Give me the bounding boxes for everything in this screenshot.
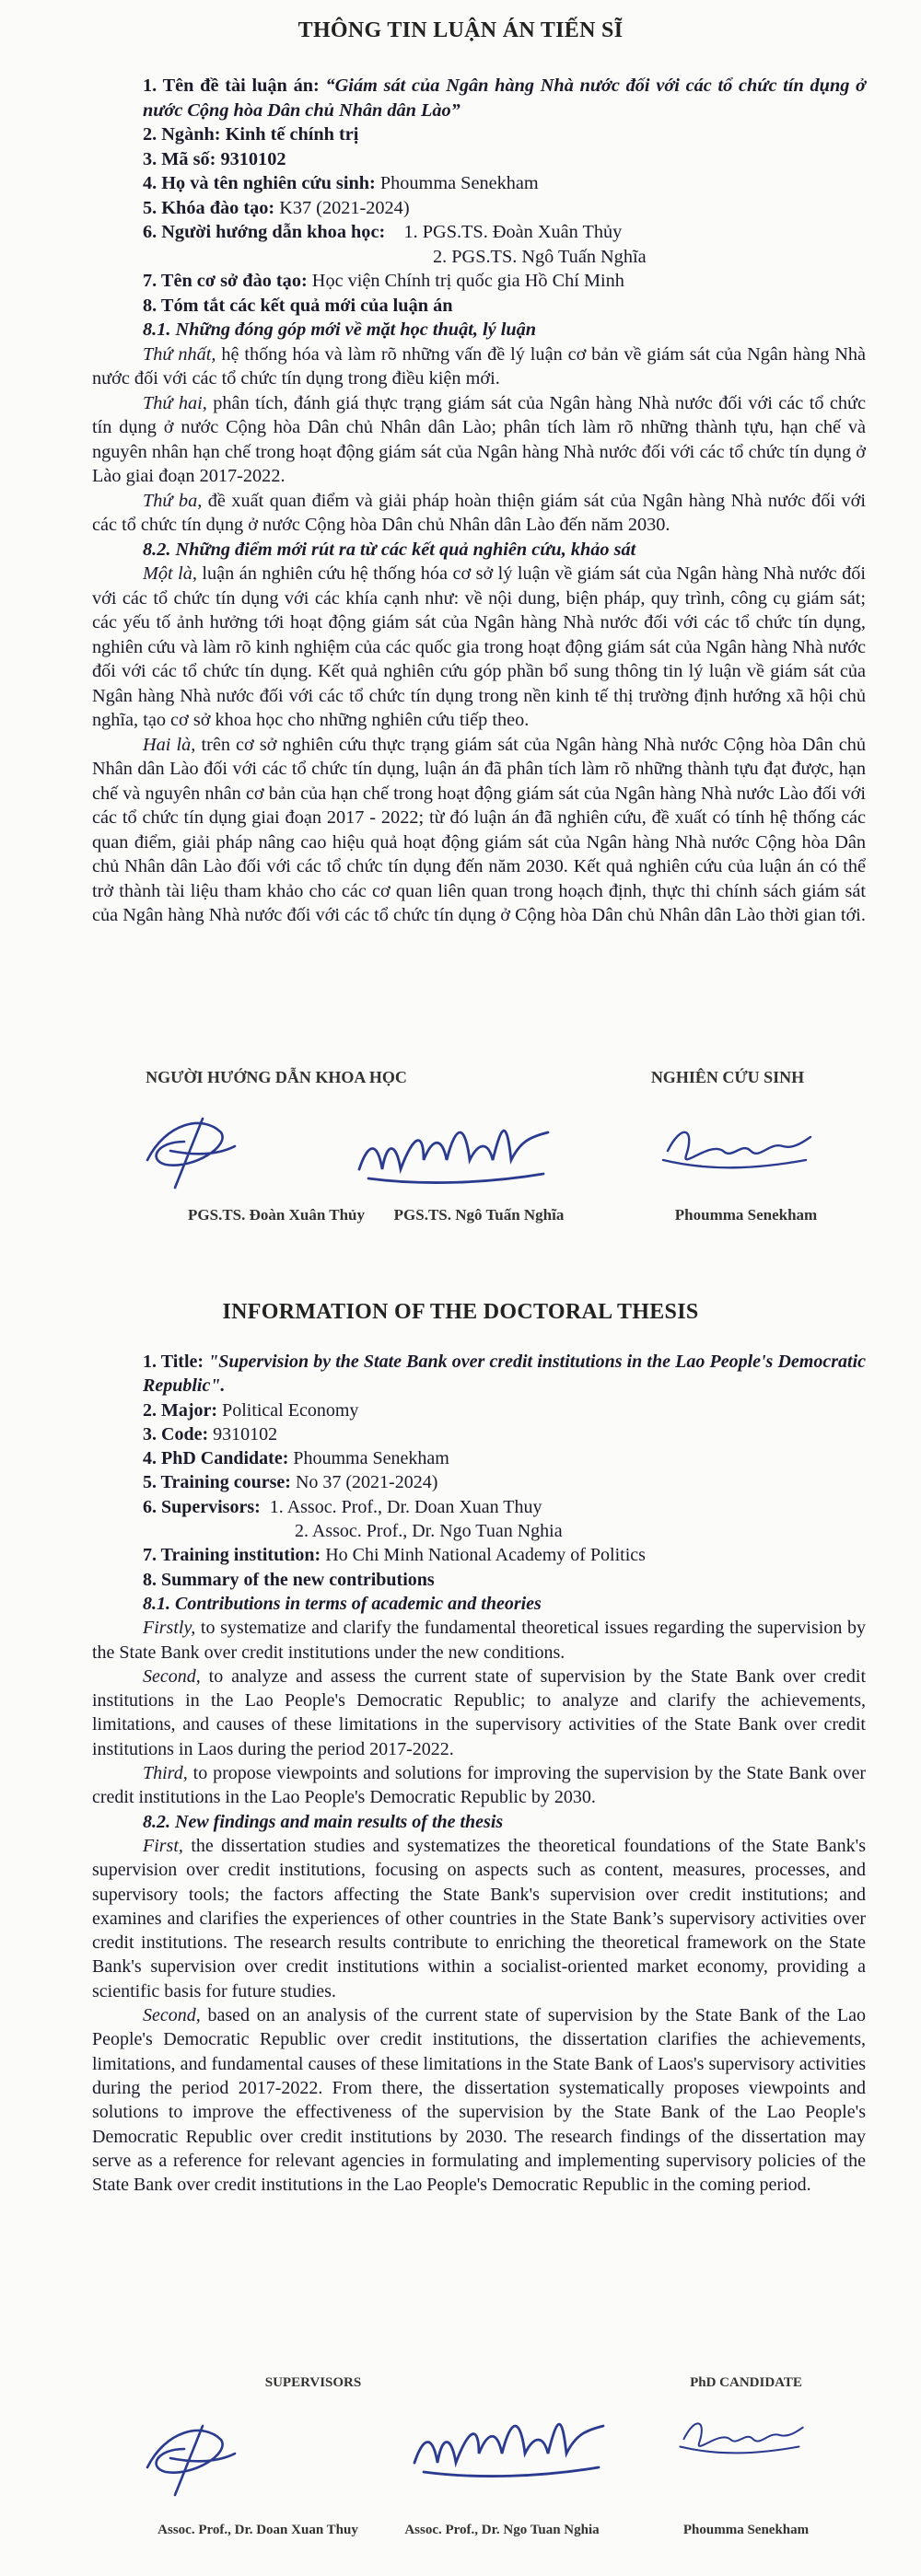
en-p4-lead: First,	[143, 1835, 183, 1856]
vn-p3-lead: Thứ ba,	[143, 490, 203, 511]
en-sig-name-1: Assoc. Prof., Dr. Doan Xuan Thuy	[157, 2523, 358, 2537]
vn-f7-label: 7. Tên cơ sở đào tạo:	[143, 271, 308, 291]
en-para-2	[92, 1665, 866, 1761]
en-f1-value: "Supervision by the State Bank over credit institutions in the Lao People's Democratic Republic".	[143, 1352, 866, 1397]
vn-field-8	[92, 294, 866, 319]
en-p1-text: to systematize and clarify the fundamental theoretical issues regarding the supervision by the State Bank over credit institutions under the new conditions.	[92, 1618, 866, 1663]
en-field-7	[92, 1543, 866, 1567]
en-signature-phoumma	[672, 2398, 810, 2472]
en-para-1	[92, 1616, 866, 1665]
en-p1-lead: Firstly,	[143, 1618, 196, 1639]
en-signature-nghia	[405, 2398, 617, 2490]
en-sig-name-3: Phoumma Senekham	[682, 2523, 810, 2537]
vn-p5-text: trên cơ sở nghiên cứu thực trạng giám sát của Ngân hàng Nhà nước Cộng hòa Dân chủ Nhân dân Lào đối với các tổ chức tín dụng, luận án đã phân tích làm rõ những thành tựu đạt được, hạn chế và nguyên nhân cơ bản của hạn chế trong hoạt động giám sát của Ngân hàng Nhà nước Lào đối với các tổ chức tín dụng giai đoạn 2017 - 2022; từ đó luận án đã nghiên cứu, đề xuất có tính hệ thống các quan điểm, giải pháp nâng cao hiệu quả hoạt động giám sát của Ngân hàng Nhà nước Cộng hòa Dân chủ Nhân dân Lào đối với các tổ chức tín dụng đến năm 2030. Kết quả nghiên cứu của luận án có thể trở thành tài liệu tham khảo cho các cơ quan liên quan trong hoạch định, thực thi chính sách giám sát của Ngân hàng Nhà nước đối với các tổ chức tín dụng ở Cộng hòa Dân chủ Nhân dân Lào thời gian tới.	[92, 734, 866, 925]
en-f6-label: 6. Supervisors:	[143, 1496, 261, 1517]
vn-para-2	[92, 391, 866, 489]
en-p2-text: to analyze and assess the current state of supervision by the State Bank over credit institutions in the Lao People's Democratic Republic; to analyze and clarify the achievements, limitations, and causes of these limitations in the supervisory activities of the State Bank over credit institutions in Laos during the period 2017-2022.	[92, 1665, 866, 1759]
en-field-2	[92, 1398, 866, 1422]
vn-f1-label: 1. Tên đề tài luận án:	[143, 75, 320, 96]
vn-f3: 3. Mã số: 9310102	[143, 148, 286, 169]
vn-field-4	[92, 171, 866, 196]
vn-f6-value2: 2. PGS.TS. Ngô Tuấn Nghĩa	[433, 246, 647, 267]
vn-field-1	[92, 74, 866, 122]
vn-field-6b	[92, 245, 866, 270]
en-field-5	[92, 1470, 866, 1494]
en-signature-thuy	[129, 2412, 249, 2504]
en-subheading-82: 8.2. New findings and main results of the thesis	[143, 1811, 504, 1832]
vn-signature-phoumma	[654, 1105, 820, 1188]
en-f5-label: 5. Training course:	[143, 1472, 291, 1493]
en-f6-value1: 1. Assoc. Prof., Dr. Doan Xuan Thuy	[269, 1496, 542, 1517]
vn-p4-text: luận án nghiên cứu hệ thống hóa cơ sở lý luận về giám sát của Ngân hàng Nhà nước đối với các tổ chức tín dụng với các khía cạnh như: về nội dung, biện pháp, quy trình, công cụ giám sát; các yếu tố ảnh hưởng tới hoạt động giám sát của Ngân hàng Nhà nước đối với các tổ chức tín dụng, nghiên cứu và làm rõ kinh nghiệm của các quốc gia trong hoạt động giám sát của Ngân hàng Nhà nước đối với các tổ chức tín dụng. Kết quả nghiên cứu góp phần bổ sung thông tin lý luận về giám sát của Ngân hàng Nhà nước đối với các tổ chức tín dụng trong nền kinh tế thị trường định hướng xã hội chủ nghĩa, tạo cơ sở khoa học cho những nghiên cứu tiếp theo.	[92, 563, 866, 730]
en-f8: 8. Summary of the new contributions	[143, 1569, 435, 1590]
vn-f5-value: K37 (2021-2024)	[279, 197, 410, 218]
en-f3-value: 9310102	[213, 1423, 278, 1445]
vn-p2-text: phân tích, đánh giá thực trạng giám sát của Ngân hàng Nhà nước đối với các tổ chức tín dụng ở nước Cộng hòa Dân chủ Nhân dân Lào; phân tích làm rõ những thành tựu, hạn chế và nguyên nhân hạn chế trong hoạt động giám sát của Ngân hàng Nhà nước đối với các tổ chức tín dụng ở Lào giai đoạn 2017-2022.	[92, 392, 866, 486]
vn-sig-name-1: PGS.TS. Đoàn Xuân Thủy	[188, 1206, 365, 1224]
vn-signature-nghia	[350, 1105, 562, 1197]
en-field-8	[92, 1568, 866, 1592]
vn-field-6	[92, 220, 866, 245]
en-p5-text: based on an analysis of the current state of supervision by the State Bank of the Lao People's Democratic Republic over credit institutions, the dissertation clarifies the achievements, limitations, and fundamental causes of these limitations in the State Bank of Laos's supervisory activities during the period 2017-2022. From there, the dissertation systematically proposes viewpoints and solutions to improve the effectiveness of the supervision by the State Bank of the Lao People's Democratic Republic over credit institutions by 2030. The research findings of the dissertation may serve as a reference for relevant agencies in formulating and implementing supervisory policies of the State Bank over credit institutions in the Lao People's Democratic Republic in the coming period.	[92, 2005, 866, 2196]
vn-p4-lead: Một là,	[143, 563, 197, 584]
vn-p3-text: đề xuất quan điểm và giải pháp hoàn thiện giám sát của Ngân hàng Nhà nước đối với các tổ chức tín dụng ở nước Cộng hòa Dân chủ Nhân dân Lào đến năm 2030.	[92, 490, 867, 535]
vn-subheading-82: 8.2. Những điểm mới rút ra từ các kết quả nghiên cứu, khảo sát	[143, 539, 636, 560]
en-field-4	[92, 1446, 866, 1470]
en-f4-label: 4. PhD Candidate:	[143, 1448, 289, 1469]
en-p3-text: to propose viewpoints and solutions for improving the supervision by the State Bank over credit institutions in the Lao People's Democratic Republic by 2030.	[92, 1763, 866, 1808]
en-f2-value: Political Economy	[222, 1399, 359, 1421]
en-sig-left-head: SUPERVISORS	[264, 2375, 362, 2390]
en-field-3	[92, 1422, 866, 1446]
vn-para-1	[92, 342, 866, 391]
vn-f5-label: 5. Khóa đào tạo:	[143, 197, 275, 218]
vn-p1-text: hệ thống hóa và làm rõ những vấn đề lý luận cơ bản về giám sát của Ngân hàng Nhà nước đối với các tổ chức tín dụng trong điều kiện mới.	[92, 343, 867, 389]
en-subheading-81: 8.1. Contributions in terms of academic and theories	[143, 1593, 542, 1614]
en-f3-label: 3. Code:	[143, 1423, 209, 1445]
en-para-5	[92, 2003, 866, 2197]
en-field-6	[92, 1495, 866, 1519]
vn-title-row	[0, 18, 921, 43]
en-f7-label: 7. Training institution:	[143, 1545, 321, 1566]
en-para-3	[92, 1761, 866, 1810]
vn-title: THÔNG TIN LUẬN ÁN TIẾN SĨ	[297, 18, 624, 42]
vn-signature-block	[0, 1068, 921, 1243]
vn-f1-value: “Giám sát của Ngân hàng Nhà nước đối với các tổ chức tín dụng ở nước Cộng hòa Dân chủ Nhân dân Lào”	[143, 75, 867, 121]
en-title: INFORMATION OF THE DOCTORAL THESIS	[222, 1300, 699, 1324]
vn-field-7	[92, 269, 866, 294]
vn-para-5	[92, 733, 866, 928]
vn-f7-value: Học viện Chính trị quốc gia Hồ Chí Minh	[311, 271, 624, 291]
en-p4-text: the dissertation studies and systematizes the theoretical foundations of the State Bank's supervision over credit institutions, focusing on aspects such as content, measures, processes, and supervisory tools; the factors affecting the State Bank's supervision over credit institutions; and examines and clarifies the experiences of other countries in the State Bank’s supervisory activities over credit institutions. The research results contribute to enriching the theoretical framework on the State Bank's supervision over credit institutions within a socialist-oriented market economy, providing a scientific basis for future studies.	[92, 1835, 866, 2002]
en-field-6b	[92, 1519, 866, 1543]
vn-para-4	[92, 562, 866, 733]
vn-para-3	[92, 489, 866, 538]
en-f7-value: Ho Chi Minh National Academy of Politics	[325, 1545, 646, 1566]
en-f1-label: 1. Title:	[143, 1352, 204, 1372]
en-f6-value2: 2. Assoc. Prof., Dr. Ngo Tuan Nghia	[295, 1521, 563, 1542]
en-p5-lead: Second,	[143, 2005, 201, 2026]
vn-f4-label: 4. Họ và tên nghiên cứu sinh:	[143, 173, 376, 193]
vn-body	[92, 74, 866, 928]
en-p3-lead: Third,	[143, 1763, 188, 1784]
vn-subheading-81: 8.1. Những đóng góp mới về mặt học thuật, lý luận	[143, 319, 537, 340]
en-f2-label: 2. Major:	[143, 1399, 218, 1421]
vn-signature-thuy	[129, 1105, 249, 1197]
en-p2-lead: Second,	[143, 1665, 201, 1687]
en-sig-name-2: Assoc. Prof., Dr. Ngo Tuan Nghia	[404, 2523, 600, 2537]
vn-f6-label: 6. Người hướng dẫn khoa học:	[143, 222, 386, 242]
vn-p5-lead: Hai là,	[143, 734, 196, 755]
en-title-row	[0, 1300, 921, 1325]
vn-f8: 8. Tóm tắt các kết quả mới của luận án	[143, 295, 453, 316]
en-signature-block	[0, 2375, 921, 2559]
en-body	[92, 1350, 866, 2197]
en-sig-right-head: PhD CANDIDATE	[690, 2375, 802, 2390]
en-f5-value: No 37 (2021-2024)	[295, 1472, 438, 1493]
vn-p2-lead: Thứ hai,	[143, 392, 207, 413]
en-para-4	[92, 1834, 866, 2003]
en-field-1	[92, 1350, 866, 1398]
vn-f6-value1: 1. PGS.TS. Đoàn Xuân Thủy	[403, 222, 623, 242]
vn-sig-left-head: NGƯỜI HƯỚNG DẪN KHOA HỌC	[146, 1068, 407, 1086]
vn-sig-name-2: PGS.TS. Ngô Tuấn Nghĩa	[393, 1206, 565, 1224]
vn-f4-value: Phoumma Senekham	[379, 173, 539, 193]
en-f4-value: Phoumma Senekham	[293, 1448, 449, 1469]
vn-field-5	[92, 196, 866, 221]
vn-sig-name-3: Phoumma Senekham	[674, 1206, 818, 1224]
vn-p1-lead: Thứ nhất,	[143, 343, 216, 365]
vn-field-2	[92, 122, 866, 147]
vn-sig-right-head: NGHIÊN CỨU SINH	[650, 1068, 805, 1086]
vn-field-3	[92, 147, 866, 172]
vn-f2: 2. Ngành: Kinh tế chính trị	[143, 124, 359, 145]
